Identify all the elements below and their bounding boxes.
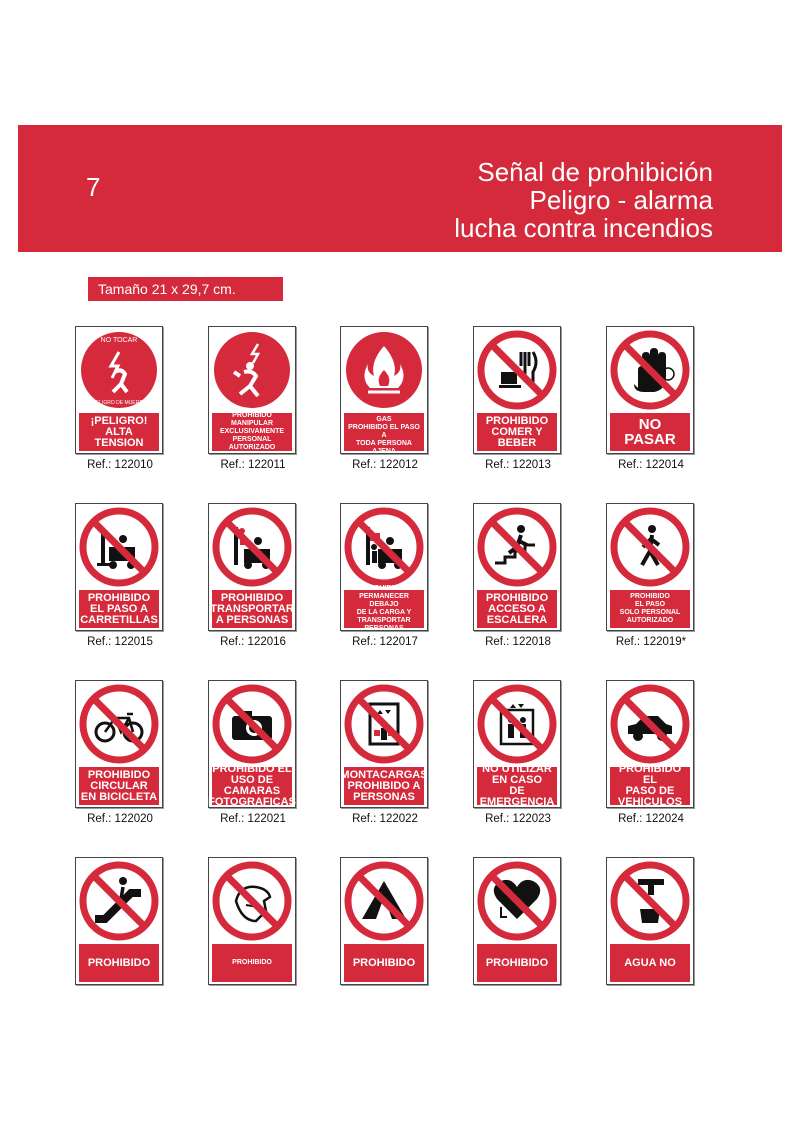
sign-label: PROHIBIDO EL PASO SOLO PERSONAL AUTORIZADO bbox=[610, 590, 690, 628]
sign-reference: Ref.: 122019* bbox=[615, 636, 687, 648]
page-number: 7 bbox=[86, 172, 101, 202]
sign-reference: Ref.: 122023 bbox=[485, 813, 551, 825]
sign-label: ¡PELIGRO! ALTA TENSION bbox=[79, 413, 159, 451]
sign-label: SALA DE CALDERA GAS PROHIBIDO EL PASO A TODA PERSONA AJENA bbox=[344, 413, 424, 451]
sign-card bbox=[606, 503, 694, 631]
sign-label: NO UTILIZAR EN CASO DE EMERGENCIA bbox=[477, 767, 557, 805]
no-freight-elevator-icon bbox=[344, 684, 424, 764]
no-bicycle-icon bbox=[79, 684, 159, 764]
no-touching-icon bbox=[212, 861, 292, 941]
flame-icon bbox=[344, 330, 424, 410]
sign-card bbox=[340, 680, 428, 808]
no-stairs-icon bbox=[477, 507, 557, 587]
sign-reference: Ref.: 122010 bbox=[87, 459, 153, 471]
sign-reference: Ref.: 122024 bbox=[618, 813, 684, 825]
sign-label: AGUA NO bbox=[610, 944, 690, 982]
sign-card bbox=[340, 503, 428, 631]
no-camping-icon bbox=[344, 861, 424, 941]
sign-reference: Ref.: 122012 bbox=[352, 459, 418, 471]
no-vehicles-icon bbox=[610, 684, 690, 764]
size-label: Tamaño 21 x 29,7 cm. bbox=[88, 277, 283, 301]
sign-ring-text-top: NO TOCAR bbox=[100, 337, 138, 344]
electrocuted-person-icon bbox=[212, 330, 292, 410]
no-camera-icon bbox=[212, 684, 292, 764]
sign-card bbox=[340, 857, 428, 985]
sign-reference: Ref.: 122014 bbox=[618, 459, 684, 471]
no-entry-hand-icon bbox=[610, 330, 690, 410]
sign-card bbox=[208, 326, 296, 454]
title-line-3: lucha contra incendios bbox=[454, 213, 713, 243]
sign-card bbox=[75, 680, 163, 808]
no-eating-icon bbox=[477, 330, 557, 410]
title-line-1: Señal de prohibición bbox=[477, 157, 713, 187]
sign-reference: Ref.: 122018 bbox=[485, 636, 551, 648]
sign-reference: Ref.: 122021 bbox=[220, 813, 286, 825]
sign-label: NO PASAR bbox=[610, 413, 690, 451]
sign-card bbox=[75, 503, 163, 631]
title-line-2: Peligro - alarma bbox=[529, 185, 713, 215]
sign-card bbox=[473, 857, 561, 985]
sign-label: PROHIBIDO CIRCULAR EN BICICLETA bbox=[79, 767, 159, 805]
no-pedestrians-icon bbox=[610, 507, 690, 587]
sign-label: PROHIBIDO TRANSPORTAR A PERSONAS bbox=[212, 590, 292, 628]
sign-label: PROHIBIDO bbox=[344, 944, 424, 982]
sign-reference: Ref.: 122013 bbox=[485, 459, 551, 471]
sign-reference: Ref.: 122016 bbox=[220, 636, 286, 648]
sign-reference: Ref.: 122020 bbox=[87, 813, 153, 825]
no-pacemaker-icon bbox=[477, 861, 557, 941]
sign-card bbox=[208, 680, 296, 808]
sign-card bbox=[606, 857, 694, 985]
sign-reference: Ref.: 122022 bbox=[352, 813, 418, 825]
sign-card bbox=[473, 680, 561, 808]
sign-label: PROHIBIDO MANIPULAR EXCLUSIVAMENTE PERSONAL AUTORIZADO bbox=[212, 413, 292, 451]
sign-card bbox=[473, 503, 561, 631]
no-standing-under-load-icon bbox=[344, 507, 424, 587]
no-forklift-passengers-icon bbox=[212, 507, 292, 587]
sign-label: PROHIBIDO PERMANECER DEBAJO DE LA CARGA Y TRANSPORTAR PERSONAS bbox=[344, 590, 424, 628]
sign-card bbox=[340, 326, 428, 454]
sign-card bbox=[606, 680, 694, 808]
non-potable-water-icon bbox=[610, 861, 690, 941]
sign-label: PROHIBIDO bbox=[79, 944, 159, 982]
sign-card bbox=[208, 857, 296, 985]
no-elevator-icon bbox=[477, 684, 557, 764]
sign-label: PROHIBIDO bbox=[477, 944, 557, 982]
no-escalator-icon bbox=[79, 861, 159, 941]
sign-label: PROHIBIDO COMER Y BEBER bbox=[477, 413, 557, 451]
sign-card bbox=[75, 326, 163, 454]
sign-card bbox=[75, 857, 163, 985]
sign-ring-text-bottom: PELIGRO DE MUERTE bbox=[92, 400, 146, 406]
sign-card bbox=[606, 326, 694, 454]
sign-label: PROHIBIDO EL PASO DE VEHICULOS bbox=[610, 767, 690, 805]
sign-card bbox=[208, 503, 296, 631]
high-voltage-circle-icon bbox=[79, 330, 159, 410]
sign-card bbox=[473, 326, 561, 454]
no-forklift-icon bbox=[79, 507, 159, 587]
sign-label: PROHIBIDO ACCESO A ESCALERA bbox=[477, 590, 557, 628]
sign-reference: Ref.: 122011 bbox=[220, 459, 286, 471]
sign-label: PROHIBIDO bbox=[212, 944, 292, 982]
sign-reference: Ref.: 122017 bbox=[352, 636, 418, 648]
sign-label: PROHIBIDO EL USO DE CAMARAS FOTOGRAFICAS bbox=[208, 763, 296, 808]
sign-reference: Ref.: 122015 bbox=[87, 636, 153, 648]
sign-label: MONTACARGAS PROHIBIDO A PERSONAS bbox=[344, 767, 424, 805]
sign-label: PROHIBIDO EL PASO A CARRETILLAS bbox=[79, 590, 159, 628]
